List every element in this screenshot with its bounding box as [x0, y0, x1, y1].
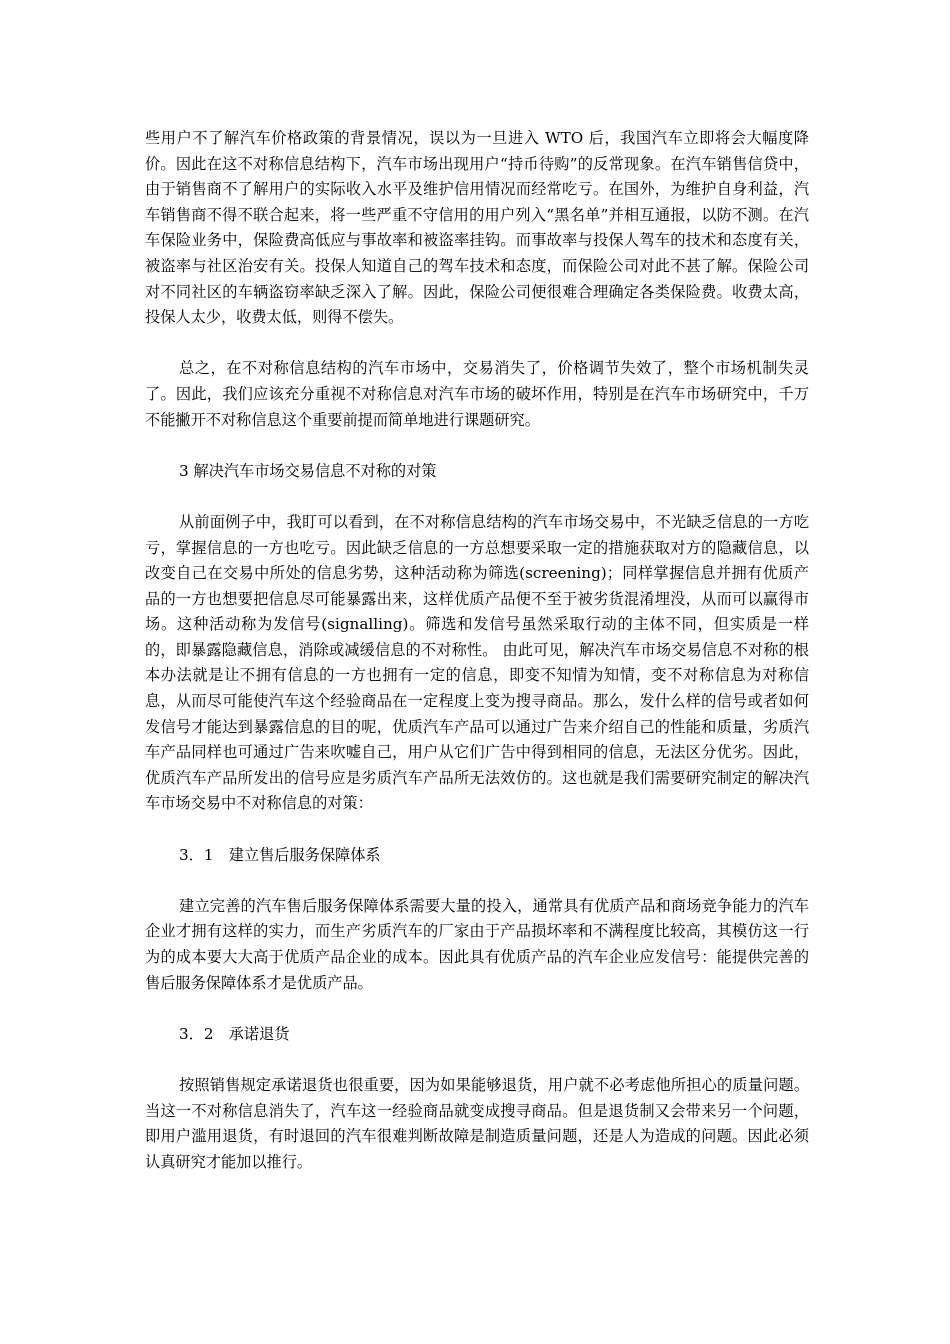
paragraph-spacer [145, 817, 809, 843]
subsection-heading-3-1: 3．1 建立售后服务保障体系 [179, 845, 381, 864]
paragraph-continued: 些用户不了解汽车价格政策的背景情况，误以为一旦进入 WTO 后，我国汽车立即将会大幅度降价。因此在这不对称信息结构下，汽车市场出现用户“持币待购”的反常现象。在汽车销售信贷中，由于销售商不了解用户的实际收入水平及维护信用情况而经常吃亏。在国外，为维护自身利益，汽车销售商不得不联合起来，将一些严重不守信用的用户列入“黑名单”并相互通报，以防不测。在汽车保险业务中，保险费高低应与事故率和被盗率挂钩。而事故率与投保人驾车的技术和态度有关，被盗率与社区治安有关。投保人知道自己的驾车技术和态度，而保险公司对此不甚了解。保险公司对不同社区的车辆盗窃率缺乏深入了解。因此，保险公司便很难合理确定各类保险费。收费太高，投保人太少，收费太低，则得不偿失。 [145, 129, 809, 327]
subsection-heading-3-2: 3．2 承诺退货 [179, 1024, 290, 1043]
paragraph-spacer [145, 331, 809, 357]
paragraph-spacer [145, 484, 809, 510]
paragraph-spacer [145, 868, 809, 894]
paragraph-spacer [145, 996, 809, 1022]
paragraph-returns: 按照销售规定承诺退货也很重要，因为如果能够退货，用户就不必考虑他所担心的质量问题。当这一不对称信息消失了，汽车这一经验商品就变成搜寻商品。但是退货制又会带来另一个问题，即用户滥用退货，有时退回的汽车很难判断故障是制造质量问题，还是人为造成的问题。因此必须认真研究才能加以推行。 [145, 1075, 809, 1171]
paragraph-spacer [145, 433, 809, 459]
paragraph-summary: 总之，在不对称信息结构的汽车市场中，交易消失了，价格调节失效了，整个市场机制失灵了。因此，我们应该充分重视不对称信息对汽车市场的破坏作用，特别是在汽车市场研究中，千万不能撇开不对称信息这个重要前提而简单地进行课题研究。 [145, 359, 809, 429]
paragraph-countermeasures: 从前面例子中，我盯可以看到，在不对称信息结构的汽车市场交易中，不光缺乏信息的一方吃亏，掌握信息的一方也吃亏。因此缺乏信息的一方总想要采取一定的措施获取对方的隐藏信息，以改变自己在交易中所处的信息劣势，这种活动称为筛选(screening)；同样掌握信息并拥有优质产品的一方也想要把信息尽可能暴露出来，这样优质产品便不至于被劣货混淆埋没，从而可以赢得市场。这种活动称为发信号(signalling)。筛选和发信号虽然采取行动的主体不同，但实质是一样的，即暴露隐藏信息，消除或减缓信息的不对称性。 由此可见，解决汽车市场交易信息不对称的根本办法就是让不拥有信息的一方也拥有一定的信息，即变不知情为知情，变不对称信息为对称信息，从而尽可能使汽车这个经验商品在一定程度上变为搜寻商品。那么，发什么样的信号或者如何发信号才能达到暴露信息的目的呢，优质汽车产品可以通过广告来介绍自己的性能和质量，劣质汽车产品同样也可通过广告来吹嘘自己，用户从它们广告中得到相同的信息，无法区分优劣。因此，优质汽车产品所发出的信号应是劣质汽车产品所无法效仿的。这也就是我们需要研究制定的解决汽车市场交易中不对称信息的对策： [145, 512, 809, 813]
document-page [145, 126, 809, 1175]
paragraph-spacer [145, 1047, 809, 1073]
paragraph-after-sales: 建立完善的汽车售后服务保障体系需要大量的投入，通常具有优质产品和商场竞争能力的汽车企业才拥有这样的实力，而生产劣质汽车的厂家由于产品损坏率和不满程度比较高，其模仿这一行为的成本要大大高于优质产品企业的成本。因此具有优质产品的汽车企业应发信号：能提供完善的售后服务保障体系才是优质产品。 [145, 896, 809, 992]
section-heading-3: 3 解决汽车市场交易信息不对称的对策 [179, 461, 437, 480]
